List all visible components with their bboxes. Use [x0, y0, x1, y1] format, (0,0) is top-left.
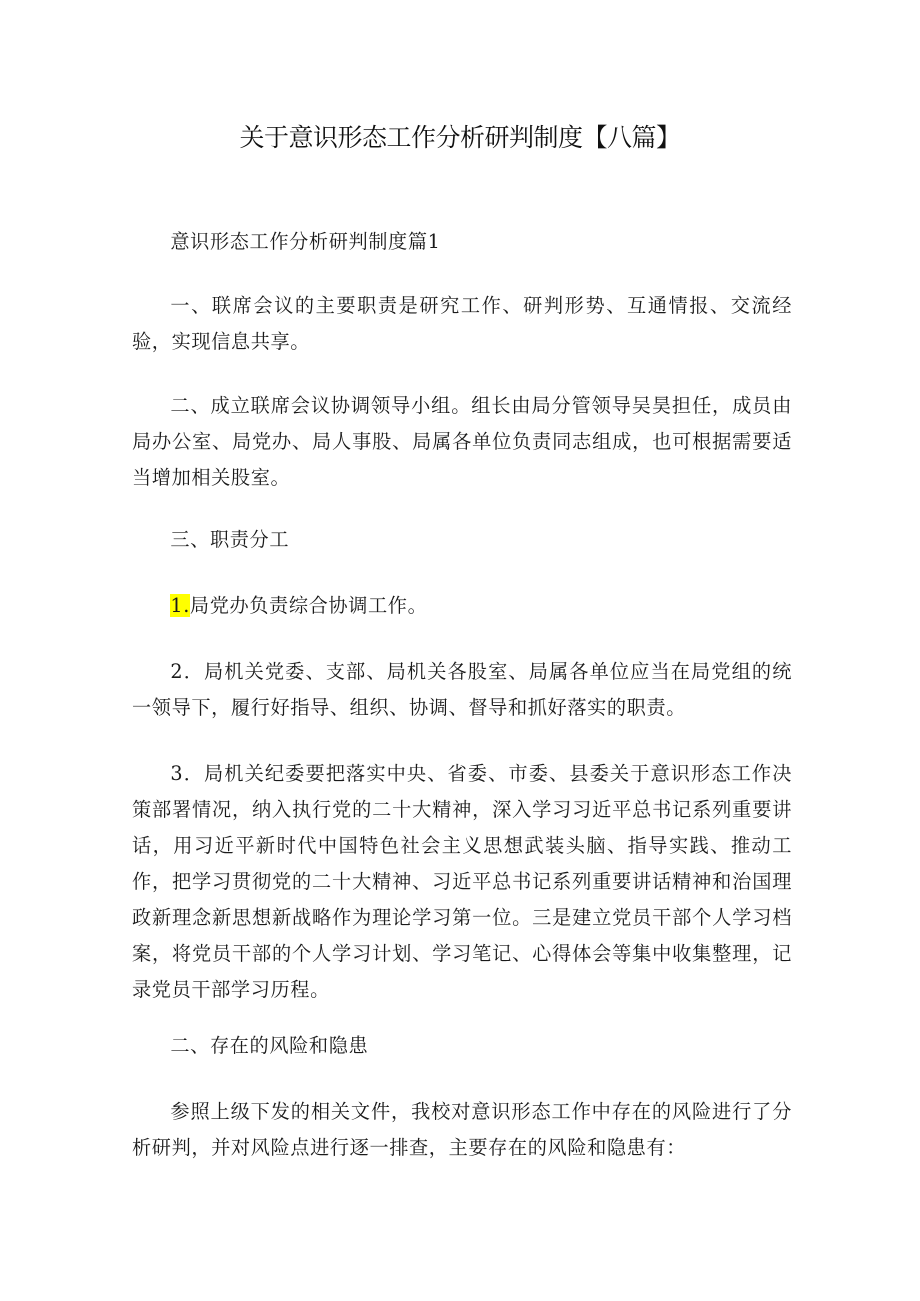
highlighted-number: 1. — [170, 594, 190, 617]
paragraph-4 — [132, 588, 792, 624]
paragraph-5: 2．局机关党委、支部、局机关各股室、局属各单位应当在局党组的统一领导下，履行好指导、组织、协调、督导和抓好落实的职责。 — [132, 660, 792, 719]
paragraph-1: 一、联席会议的主要职责是研究工作、研判形势、互通情报、交流经验，实现信息共享。 — [132, 294, 792, 353]
paragraph-6: 3．局机关纪委要把落实中央、省委、市委、县委关于意识形态工作决策部署情况，纳入执行党的二十大精神，深入学习习近平总书记系列重要讲话，用习近平新时代中国特色社会主义思想武装头脑、指导实践、推动工作，把学习贯彻党的二十大精神、习近平总书记系列重要讲话精神和治国理政新理念新思想新战略作为理论学习第一位。三是建立党员干部个人学习档案，将党员干部的个人学习计划、学习笔记、心得体会等集中收集整理，记录党员干部学习历程。 — [132, 762, 792, 1001]
paragraph-2: 二、成立联席会议协调领导小组。组长由局分管领导吴昊担任，成员由局办公室、局党办、局人事股、局属各单位负责同志组成，也可根据需要适当增加相关股室。 — [132, 394, 792, 489]
paragraph-3: 三、职责分工 — [170, 528, 290, 551]
section-heading: 意识形态工作分析研判制度篇1 — [170, 230, 441, 253]
paragraph-4-text: 局党办负责综合协调工作。 — [189, 594, 428, 617]
paragraph-8: 参照上级下发的相关文件，我校对意识形态工作中存在的风险进行了分析研判，并对风险点进行逐一排查，主要存在的风险和隐患有： — [132, 1100, 792, 1159]
document-title: 关于意识形态工作分析研判制度【八篇】 — [239, 123, 681, 152]
paragraph-7: 二、存在的风险和隐患 — [170, 1034, 369, 1057]
